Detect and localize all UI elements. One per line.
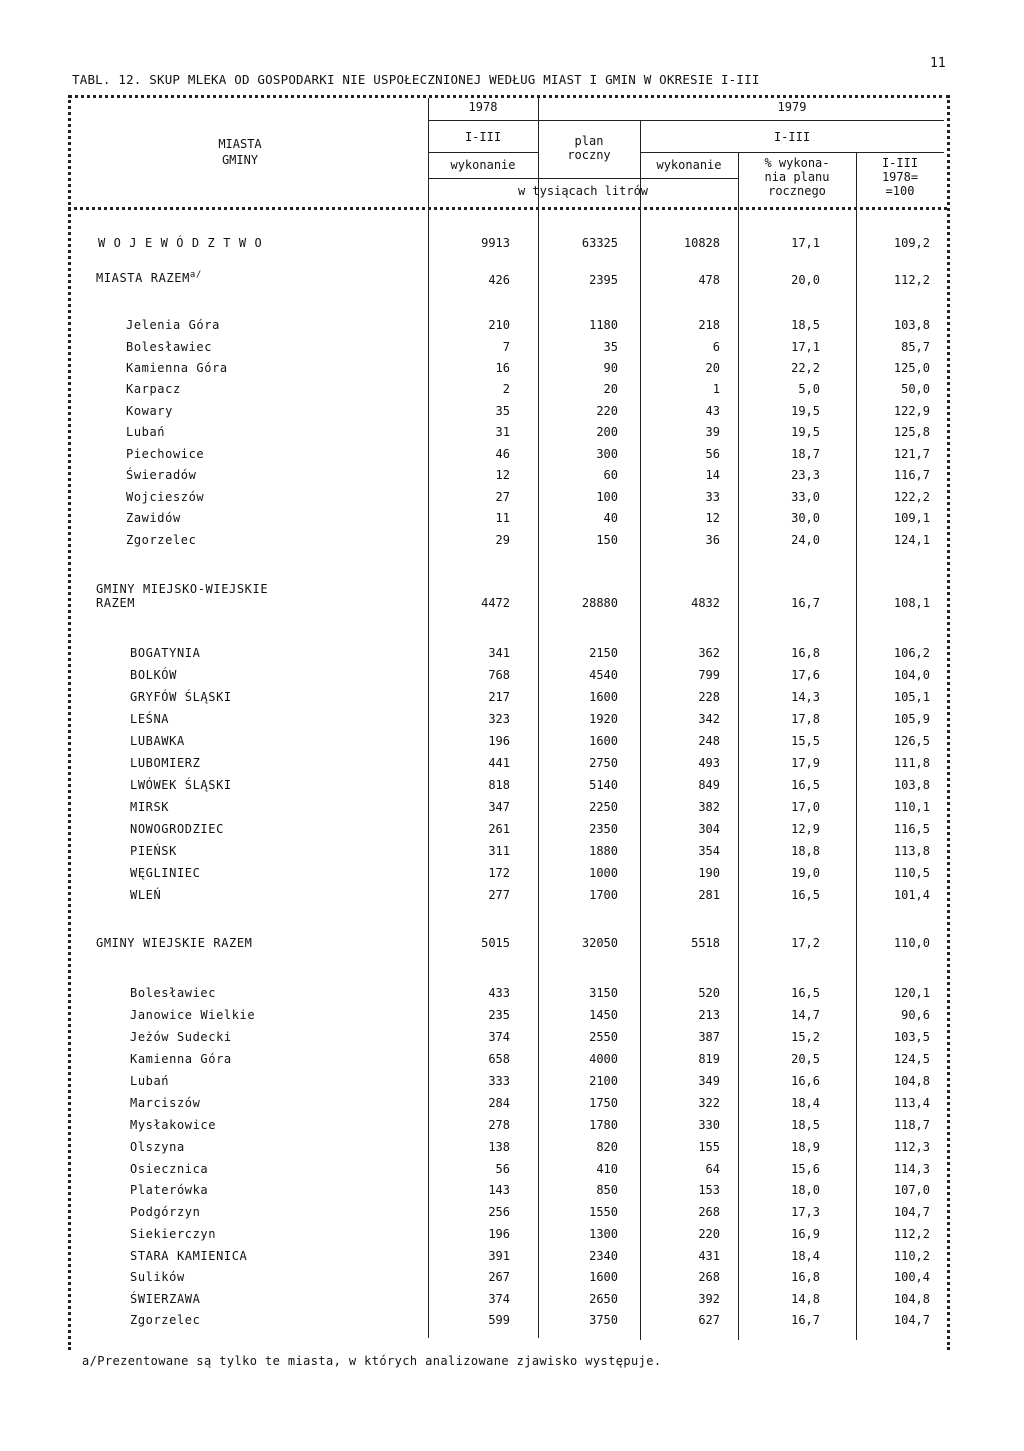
- cell-index: 116,7: [893, 468, 930, 482]
- cell-plan-roczny: 90: [603, 361, 618, 375]
- cell-wykonanie-1978: 347: [488, 800, 510, 814]
- cell-wykonanie-1978: 172: [488, 866, 510, 880]
- cell-wykonanie-1978: 374: [488, 1292, 510, 1306]
- header-line: [428, 120, 944, 121]
- cell-pct-planu: 22,2: [791, 361, 820, 375]
- cell-pct-planu: 17,2: [791, 936, 820, 950]
- cell-wykonanie-1978: 5015: [481, 936, 510, 950]
- cell-index: 104,7: [893, 1313, 930, 1327]
- cell-pct-planu: 18,8: [791, 844, 820, 858]
- cell-index: 113,8: [893, 844, 930, 858]
- cell-wykonanie-1979: 627: [698, 1313, 720, 1327]
- cell-wykonanie-1978: 12: [495, 468, 510, 482]
- cell-pct-planu: 18,4: [791, 1249, 820, 1263]
- cell-index: 90,6: [901, 1008, 930, 1022]
- cell-plan-roczny: 5140: [589, 778, 618, 792]
- cell-pct-planu: 18,9: [791, 1140, 820, 1154]
- cell-pct-planu: 14,3: [791, 690, 820, 704]
- cell-wykonanie-1979: 342: [698, 712, 720, 726]
- cell-wykonanie-1979: 10828: [683, 236, 720, 250]
- cell-pct-planu: 18,4: [791, 1096, 820, 1110]
- cell-plan-roczny: 2340: [589, 1249, 618, 1263]
- cell-wykonanie-1978: 426: [488, 273, 510, 287]
- footnote-marker: a/: [189, 270, 202, 280]
- cell-wykonanie-1978: 11: [495, 511, 510, 525]
- cell-pct-planu: 18,5: [791, 318, 820, 332]
- cell-pct-planu: 15,2: [791, 1030, 820, 1044]
- cell-index: 103,8: [893, 778, 930, 792]
- header-period-1978: I-III: [464, 130, 502, 144]
- cell-wykonanie-1979: 56: [705, 447, 720, 461]
- row-name: Jeżów Sudecki: [130, 1030, 232, 1044]
- cell-index: 110,2: [893, 1249, 930, 1263]
- cell-plan-roczny: 2650: [589, 1292, 618, 1306]
- cell-plan-roczny: 4540: [589, 668, 618, 682]
- cell-wykonanie-1978: 210: [488, 318, 510, 332]
- cell-plan-roczny: 100: [596, 490, 618, 504]
- cell-index: 114,3: [893, 1162, 930, 1176]
- cell-index: 107,0: [893, 1183, 930, 1197]
- cell-pct-planu: 16,8: [791, 1270, 820, 1284]
- cell-pct-planu: 14,7: [791, 1008, 820, 1022]
- cell-pct-planu: 33,0: [791, 490, 820, 504]
- cell-wykonanie-1978: 599: [488, 1313, 510, 1327]
- cell-wykonanie-1978: 374: [488, 1030, 510, 1044]
- cell-wykonanie-1979: 39: [705, 425, 720, 439]
- row-name: WĘGLINIEC: [130, 866, 201, 880]
- cell-pct-planu: 18,7: [791, 447, 820, 461]
- cell-wykonanie-1978: 4472: [481, 596, 510, 610]
- cell-pct-planu: 17,6: [791, 668, 820, 682]
- cell-wykonanie-1978: 2: [502, 382, 510, 396]
- cell-index: 106,2: [893, 646, 930, 660]
- cell-index: 103,5: [893, 1030, 930, 1044]
- cell-wykonanie-1978: 284: [488, 1096, 510, 1110]
- cell-index: 126,5: [893, 734, 930, 748]
- column-line: [428, 98, 429, 1338]
- cell-wykonanie-1978: 56: [495, 1162, 510, 1176]
- cell-plan-roczny: 1600: [589, 734, 618, 748]
- cell-pct-planu: 16,5: [791, 888, 820, 902]
- cell-pct-planu: 14,8: [791, 1292, 820, 1306]
- cell-wykonanie-1979: 14: [705, 468, 720, 482]
- row-name: BOGATYNIA: [130, 646, 201, 660]
- row-name: Siekierczyn: [130, 1227, 217, 1241]
- cell-index: 101,4: [893, 888, 930, 902]
- cell-index: 104,8: [893, 1074, 930, 1088]
- row-name: Sulików: [130, 1270, 185, 1284]
- cell-plan-roczny: 1450: [589, 1008, 618, 1022]
- cell-pct-planu: 19,5: [791, 425, 820, 439]
- cell-index: 110,0: [893, 936, 930, 950]
- cell-wykonanie-1978: 29: [495, 533, 510, 547]
- cell-pct-planu: 18,0: [791, 1183, 820, 1197]
- cell-plan-roczny: 1180: [589, 318, 618, 332]
- cell-wykonanie-1979: 4832: [691, 596, 720, 610]
- footnote: a/Prezentowane są tylko te miasta, w których analizowane zjawisko występuje.: [82, 1354, 662, 1368]
- cell-plan-roczny: 1600: [589, 690, 618, 704]
- cell-wykonanie-1979: 155: [698, 1140, 720, 1154]
- cell-wykonanie-1978: 658: [488, 1052, 510, 1066]
- row-name: Podgórzyn: [130, 1205, 201, 1219]
- row-name: STARA KAMIENICA: [130, 1249, 248, 1263]
- column-line: [640, 120, 641, 1340]
- cell-wykonanie-1979: 799: [698, 668, 720, 682]
- cell-index: 104,0: [893, 668, 930, 682]
- cell-wykonanie-1979: 64: [705, 1162, 720, 1176]
- cell-index: 112,2: [893, 1227, 930, 1241]
- cell-plan-roczny: 3150: [589, 986, 618, 1000]
- cell-pct-planu: 30,0: [791, 511, 820, 525]
- cell-index: 111,8: [893, 756, 930, 770]
- cell-wykonanie-1978: 341: [488, 646, 510, 660]
- cell-index: 125,0: [893, 361, 930, 375]
- cell-pct-planu: 12,9: [791, 822, 820, 836]
- cell-index: 104,7: [893, 1205, 930, 1219]
- cell-pct-planu: 17,3: [791, 1205, 820, 1219]
- cell-pct-planu: 16,5: [791, 986, 820, 1000]
- cell-pct-planu: 15,6: [791, 1162, 820, 1176]
- row-name: ŚWIERZAWA: [130, 1292, 201, 1306]
- cell-plan-roczny: 820: [596, 1140, 618, 1154]
- cell-wykonanie-1978: 267: [488, 1270, 510, 1284]
- cell-wykonanie-1978: 311: [488, 844, 510, 858]
- cell-plan-roczny: 2750: [589, 756, 618, 770]
- cell-plan-roczny: 1000: [589, 866, 618, 880]
- cell-wykonanie-1979: 33: [705, 490, 720, 504]
- row-name: GMINY MIEJSKO-WIEJSKIE RAZEM: [96, 582, 269, 610]
- cell-wykonanie-1979: 36: [705, 533, 720, 547]
- header-year-1979: 1979: [777, 100, 807, 114]
- row-name: Janowice Wielkie: [130, 1008, 256, 1022]
- cell-wykonanie-1978: 7: [502, 340, 510, 354]
- cell-pct-planu: 16,6: [791, 1074, 820, 1088]
- cell-wykonanie-1978: 46: [495, 447, 510, 461]
- cell-plan-roczny: 150: [596, 533, 618, 547]
- cell-index: 113,4: [893, 1096, 930, 1110]
- cell-plan-roczny: 2150: [589, 646, 618, 660]
- cell-pct-planu: 20,0: [791, 273, 820, 287]
- cell-index: 124,5: [893, 1052, 930, 1066]
- row-name: WLEŃ: [130, 888, 162, 902]
- cell-plan-roczny: 1550: [589, 1205, 618, 1219]
- cell-plan-roczny: 1780: [589, 1118, 618, 1132]
- cell-wykonanie-1979: 431: [698, 1249, 720, 1263]
- row-name: Kowary: [126, 404, 173, 418]
- cell-wykonanie-1978: 441: [488, 756, 510, 770]
- cell-wykonanie-1978: 333: [488, 1074, 510, 1088]
- row-name: Piechowice: [126, 447, 205, 461]
- cell-plan-roczny: 850: [596, 1183, 618, 1197]
- row-name: Świeradów: [126, 468, 197, 482]
- cell-index: 120,1: [893, 986, 930, 1000]
- cell-wykonanie-1978: 138: [488, 1140, 510, 1154]
- cell-plan-roczny: 4000: [589, 1052, 618, 1066]
- cell-plan-roczny: 60: [603, 468, 618, 482]
- cell-wykonanie-1979: 387: [698, 1030, 720, 1044]
- cell-index: 105,1: [893, 690, 930, 704]
- cell-index: 112,3: [893, 1140, 930, 1154]
- cell-pct-planu: 17,0: [791, 800, 820, 814]
- cell-wykonanie-1978: 9913: [481, 236, 510, 250]
- cell-pct-planu: 24,0: [791, 533, 820, 547]
- cell-index: 112,2: [893, 273, 930, 287]
- cell-plan-roczny: 2100: [589, 1074, 618, 1088]
- row-name: Lubań: [126, 425, 166, 439]
- cell-wykonanie-1978: 16: [495, 361, 510, 375]
- cell-index: 109,1: [893, 511, 930, 525]
- cell-index: 85,7: [901, 340, 930, 354]
- row-name: MIASTA $RAZEM^{a/}$: [96, 270, 202, 285]
- header-period-1979: I-III: [773, 130, 811, 144]
- header-year-1978: 1978: [468, 100, 498, 114]
- cell-wykonanie-1979: 520: [698, 986, 720, 1000]
- cell-wykonanie-1978: 391: [488, 1249, 510, 1263]
- row-name: W O J E W Ó D Z T W O: [98, 236, 263, 250]
- header-bottom-line: [68, 207, 947, 210]
- cell-wykonanie-1978: 277: [488, 888, 510, 902]
- cell-wykonanie-1979: 248: [698, 734, 720, 748]
- cell-pct-planu: 19,5: [791, 404, 820, 418]
- row-name: Kamienna Góra: [126, 361, 228, 375]
- cell-wykonanie-1979: 281: [698, 888, 720, 902]
- cell-pct-planu: 17,1: [791, 236, 820, 250]
- row-name: LUBAWKA: [130, 734, 185, 748]
- cell-pct-planu: 16,9: [791, 1227, 820, 1241]
- row-name: GMINY WIEJSKIE RAZEM: [96, 936, 253, 950]
- cell-pct-planu: 15,5: [791, 734, 820, 748]
- cell-plan-roczny: 63325: [581, 236, 618, 250]
- cell-pct-planu: 16,7: [791, 596, 820, 610]
- cell-wykonanie-1979: 349: [698, 1074, 720, 1088]
- row-name: Karpacz: [126, 382, 181, 396]
- cell-wykonanie-1978: 768: [488, 668, 510, 682]
- row-name: Bolesławiec: [130, 986, 217, 1000]
- cell-wykonanie-1978: 143: [488, 1183, 510, 1197]
- cell-wykonanie-1979: 190: [698, 866, 720, 880]
- cell-wykonanie-1979: 849: [698, 778, 720, 792]
- cell-plan-roczny: 2350: [589, 822, 618, 836]
- cell-wykonanie-1978: 235: [488, 1008, 510, 1022]
- cell-index: 104,8: [893, 1292, 930, 1306]
- cell-index: 105,9: [893, 712, 930, 726]
- cell-index: 116,5: [893, 822, 930, 836]
- cell-plan-roczny: 1880: [589, 844, 618, 858]
- cell-plan-roczny: 35: [603, 340, 618, 354]
- cell-wykonanie-1978: 433: [488, 986, 510, 1000]
- cell-wykonanie-1979: 382: [698, 800, 720, 814]
- header-line: [640, 152, 944, 153]
- row-name: Bolesławiec: [126, 340, 213, 354]
- header-pct: % wykona- nia planu rocznego: [764, 156, 830, 198]
- cell-plan-roczny: 1750: [589, 1096, 618, 1110]
- row-name: Olszyna: [130, 1140, 185, 1154]
- row-name: Osiecznica: [130, 1162, 209, 1176]
- cell-wykonanie-1978: 217: [488, 690, 510, 704]
- cell-wykonanie-1978: 35: [495, 404, 510, 418]
- cell-wykonanie-1978: 196: [488, 734, 510, 748]
- cell-index: 124,1: [893, 533, 930, 547]
- cell-wykonanie-1979: 218: [698, 318, 720, 332]
- cell-wykonanie-1978: 818: [488, 778, 510, 792]
- cell-plan-roczny: 2550: [589, 1030, 618, 1044]
- cell-wykonanie-1979: 228: [698, 690, 720, 704]
- row-name: Lubań: [130, 1074, 170, 1088]
- cell-wykonanie-1979: 392: [698, 1292, 720, 1306]
- cell-plan-roczny: 1700: [589, 888, 618, 902]
- header-wykonanie-1979: wykonanie: [656, 158, 722, 172]
- row-name: Zgorzelec: [130, 1313, 201, 1327]
- cell-wykonanie-1979: 322: [698, 1096, 720, 1110]
- cell-pct-planu: 5,0: [798, 382, 820, 396]
- cell-wykonanie-1979: 12: [705, 511, 720, 525]
- cell-wykonanie-1979: 20: [705, 361, 720, 375]
- cell-wykonanie-1978: 256: [488, 1205, 510, 1219]
- cell-wykonanie-1978: 27: [495, 490, 510, 504]
- cell-wykonanie-1979: 362: [698, 646, 720, 660]
- cell-plan-roczny: 200: [596, 425, 618, 439]
- cell-index: 110,5: [893, 866, 930, 880]
- cell-pct-planu: 20,5: [791, 1052, 820, 1066]
- row-name: Zgorzelec: [126, 533, 197, 547]
- cell-pct-planu: 17,1: [791, 340, 820, 354]
- cell-plan-roczny: 1600: [589, 1270, 618, 1284]
- row-name: Jelenia Góra: [126, 318, 220, 332]
- cell-index: 100,4: [893, 1270, 930, 1284]
- row-name: NOWOGRODZIEC: [130, 822, 224, 836]
- cell-plan-roczny: 1920: [589, 712, 618, 726]
- row-name: LEŚNA: [130, 712, 170, 726]
- cell-index: 118,7: [893, 1118, 930, 1132]
- cell-index: 125,8: [893, 425, 930, 439]
- cell-plan-roczny: 2395: [589, 273, 618, 287]
- column-line: [538, 98, 539, 1338]
- cell-plan-roczny: 300: [596, 447, 618, 461]
- header-line: [428, 152, 538, 153]
- cell-index: 103,8: [893, 318, 930, 332]
- cell-wykonanie-1979: 330: [698, 1118, 720, 1132]
- cell-wykonanie-1978: 261: [488, 822, 510, 836]
- cell-plan-roczny: 1300: [589, 1227, 618, 1241]
- cell-pct-planu: 19,0: [791, 866, 820, 880]
- header-plan: plan roczny: [567, 134, 611, 162]
- cell-pct-planu: 23,3: [791, 468, 820, 482]
- cell-index: 122,9: [893, 404, 930, 418]
- row-name: GRYFÓW ŚLĄSKI: [130, 690, 232, 704]
- cell-index: 50,0: [901, 382, 930, 396]
- row-name: Zawidów: [126, 511, 181, 525]
- page-number: 11: [930, 56, 946, 71]
- cell-wykonanie-1978: 323: [488, 712, 510, 726]
- cell-wykonanie-1979: 43: [705, 404, 720, 418]
- cell-plan-roczny: 410: [596, 1162, 618, 1176]
- cell-pct-planu: 18,5: [791, 1118, 820, 1132]
- column-line: [738, 152, 739, 1340]
- header-line: [428, 178, 738, 179]
- cell-wykonanie-1979: 304: [698, 822, 720, 836]
- header-wykonanie-1978: wykonanie: [450, 158, 516, 172]
- cell-wykonanie-1979: 819: [698, 1052, 720, 1066]
- cell-plan-roczny: 32050: [581, 936, 618, 950]
- row-name: Kamienna Góra: [130, 1052, 232, 1066]
- row-name: Platerówka: [130, 1183, 209, 1197]
- row-name: Mysłakowice: [130, 1118, 217, 1132]
- cell-index: 110,1: [893, 800, 930, 814]
- row-name: Marciszów: [130, 1096, 201, 1110]
- cell-plan-roczny: 28880: [581, 596, 618, 610]
- cell-wykonanie-1979: 220: [698, 1227, 720, 1241]
- cell-wykonanie-1979: 5518: [691, 936, 720, 950]
- cell-wykonanie-1979: 493: [698, 756, 720, 770]
- cell-wykonanie-1979: 153: [698, 1183, 720, 1197]
- cell-wykonanie-1979: 213: [698, 1008, 720, 1022]
- row-name: MIRSK: [130, 800, 170, 814]
- cell-wykonanie-1979: 478: [698, 273, 720, 287]
- row-name: BOLKÓW: [130, 668, 177, 682]
- table-title: TABL. 12. SKUP MLEKA OD GOSPODARKI NIE USPOŁECZNIONEJ WEDŁUG MIAST I GMIN W OKRESIE I-III: [72, 72, 760, 87]
- cell-pct-planu: 16,5: [791, 778, 820, 792]
- cell-wykonanie-1978: 196: [488, 1227, 510, 1241]
- cell-plan-roczny: 2250: [589, 800, 618, 814]
- cell-index: 108,1: [893, 596, 930, 610]
- cell-pct-planu: 17,8: [791, 712, 820, 726]
- row-name: Wojcieszów: [126, 490, 205, 504]
- cell-plan-roczny: 40: [603, 511, 618, 525]
- cell-index: 121,7: [893, 447, 930, 461]
- cell-wykonanie-1979: 6: [712, 340, 720, 354]
- cell-wykonanie-1979: 354: [698, 844, 720, 858]
- header-index: I-III 1978= =100: [881, 156, 919, 198]
- header-miasta: MIASTA GMINY: [218, 137, 262, 167]
- header-unit: w tysiącach litrów: [517, 184, 649, 198]
- cell-plan-roczny: 20: [603, 382, 618, 396]
- row-name: LWÓWEK ŚLĄSKI: [130, 778, 232, 792]
- cell-pct-planu: 16,7: [791, 1313, 820, 1327]
- cell-wykonanie-1979: 268: [698, 1270, 720, 1284]
- cell-index: 122,2: [893, 490, 930, 504]
- cell-plan-roczny: 3750: [589, 1313, 618, 1327]
- cell-pct-planu: 16,8: [791, 646, 820, 660]
- cell-wykonanie-1978: 31: [495, 425, 510, 439]
- cell-plan-roczny: 220: [596, 404, 618, 418]
- cell-wykonanie-1979: 268: [698, 1205, 720, 1219]
- cell-index: 109,2: [893, 236, 930, 250]
- row-name: PIEŃSK: [130, 844, 177, 858]
- cell-wykonanie-1979: 1: [712, 382, 720, 396]
- cell-pct-planu: 17,9: [791, 756, 820, 770]
- row-name: LUBOMIERZ: [130, 756, 201, 770]
- cell-wykonanie-1978: 278: [488, 1118, 510, 1132]
